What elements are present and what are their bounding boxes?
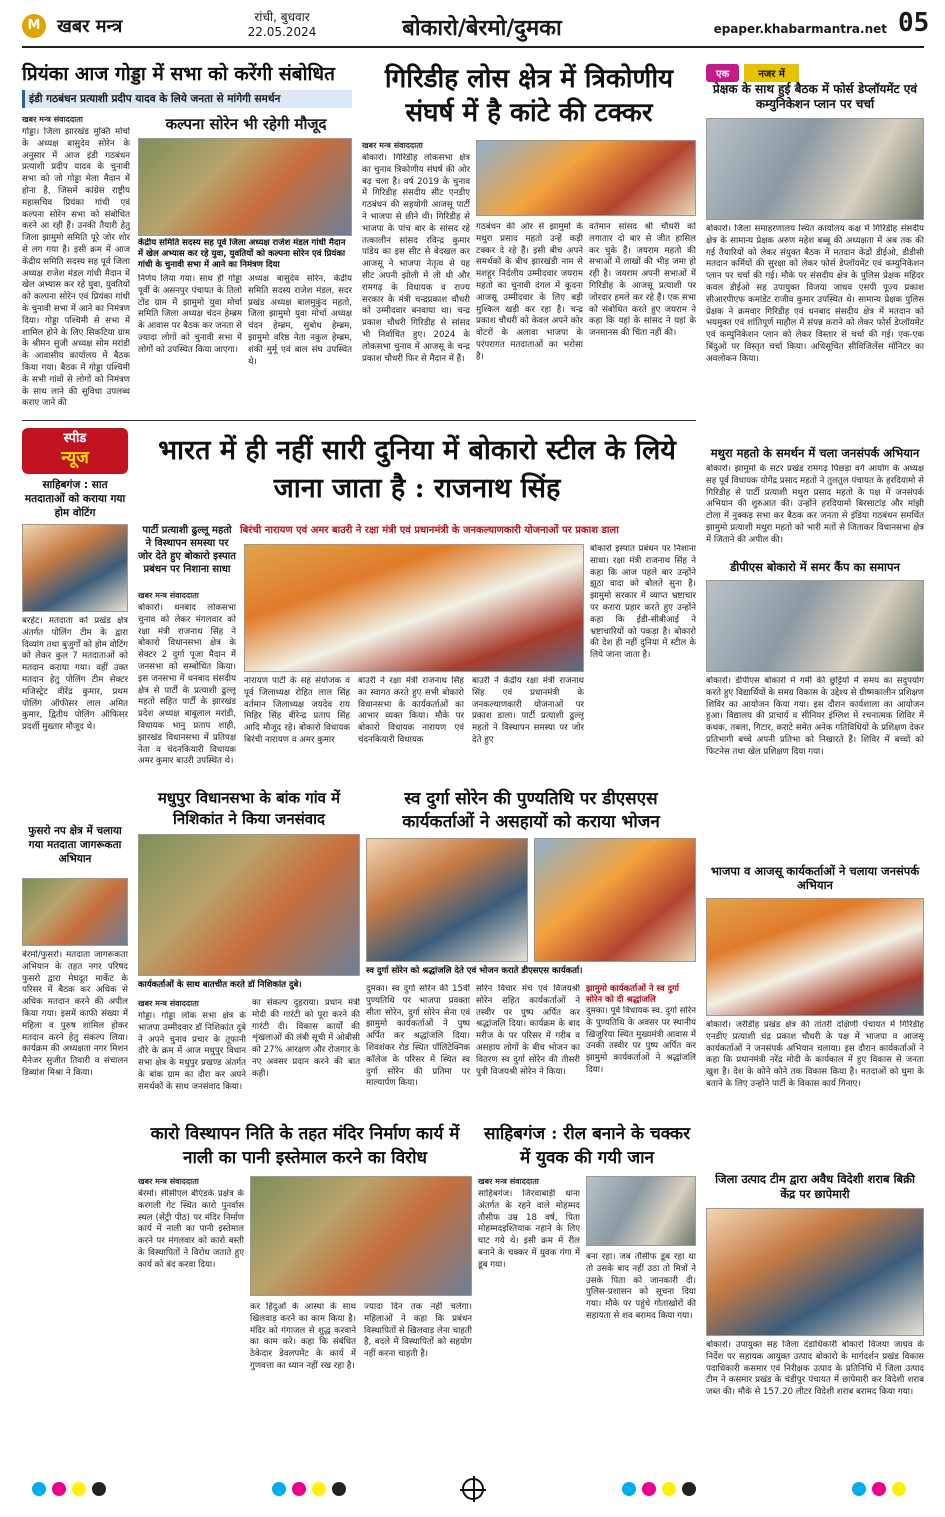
madhupur-headline: मधुपुर विधानसभा के बांक गांव में निशिकांत ने किया जनसंवाद	[157, 789, 341, 828]
sahibganj-column-1	[478, 1176, 580, 1470]
giridih-col3-text: वर्तमान सांसद श्री चौधरी को लगातार दो बार से जीत हासिल कर चुके हैं। जयराम महतो की सभाओं में लाखों की भीड़ जमा हो रही है। जयराम अपनी सभाओं में गिरिडीह के आजसू प्रत्याशी पर जोरदार हमले कर रहे हैं। एक सभा को संबोधित करते हुए जयराम ने कहा कि यहां के सांसद ने यहां के जनमानस की चिंता नहीं की।	[589, 222, 696, 339]
durga-photo-caption: स्व दुर्गा सोरेन को श्रद्धांजलि देते एवं भोजन कराते डीएसएस कार्यकर्ता।	[366, 966, 583, 976]
yellow-dot-icon	[662, 1482, 676, 1496]
rajnath-column-1	[138, 590, 236, 774]
black-dot-icon	[92, 1482, 106, 1496]
mandir-col3-text: ज्यादा दिन तक नहीं चलेगा। महिलाओं ने कहा कि प्रबंधन विस्थापितों से खिलवाड़ लेना चाहती है, बदले में विस्थापितों को सहयोग नहीं करना चाहती है।	[364, 1302, 472, 1360]
bjp-ajsu-photo	[706, 898, 924, 1016]
durga-col3-title: झामुमो कार्यकर्ताओं ने स्व दुर्गा सोरेन को दी श्रद्धांजलि	[586, 984, 680, 1005]
speed-badge-bottom: न्यूज	[61, 448, 89, 468]
ek-nazar-tag	[706, 62, 924, 80]
row-divider	[22, 420, 696, 421]
durga-col1-text: दुमका। स्व दुर्गा सोरेन की 15वीं पुण्यतिथि पर भाजपा प्रवक्ता सीता सोरेन, दुर्गा सोरेन सेना एवं झामुमो कार्यकर्ताओं ने पुष्प अर्पित कर श्रद्धांजलि दिया। शिवशंकर रोड स्थित पॉलिटेक्निक कॉलेज के परिसर में स्थित स्व दुर्गा सोरेन की प्रतिमा पर माल्यार्पण किया।	[366, 984, 470, 1089]
sahibganj-col2-text: बना रहा। जब तौसीफ डूब रहा था तो उसके बाद नहीं उठा तो मित्रों ने उसके पिता को जानकारी दी। पुलिस-प्रशासन को सूचना दिया गया। मौके पर पहुंचे गोताखोरों की सहायता से शव बरामद किया गया।	[586, 1252, 696, 1321]
priyanka-subhead2: कल्पना सोरेन भी रहेगी मौजूद	[165, 115, 327, 133]
mandir-col2-text: कर हिंदुओं के आस्था के साथ खिलवाड़ करने का काम किया है। मंदिर को गंगाजल से शुद्ध करवाने का काम करे। कहा कि संबंधित ठेकेदार डेवलपमेंट के कार्य में गुणवत्ता का ध्यान नहीं रख रहा है।	[250, 1302, 356, 1371]
mathura-headline: मथुरा महतो के समर्थन में चला जनसंपर्क अभियान	[710, 446, 920, 460]
rajnath-byline: खबर मन्त्र संवाददाता	[138, 591, 199, 600]
cyan-dot-icon	[852, 1482, 866, 1496]
liquor-photo	[706, 1208, 924, 1336]
observer-headline: प्रेक्षक के साथ हुई बैठक में फोर्स डेप्लॉयमेंट एवं कम्युनिकेशन प्लान पर चर्चा	[712, 82, 918, 111]
magenta-dot-icon	[872, 1482, 886, 1496]
giridih-byline: खबर मन्त्र संवाददाता	[362, 141, 423, 150]
magenta-dot-icon	[642, 1482, 656, 1496]
dps-photo	[706, 580, 924, 672]
website-link[interactable]: epaper.khabarmantra.net	[713, 22, 887, 36]
durga-photo-1	[366, 838, 528, 962]
madhupur-photo-caption: कार्यकर्ताओं के साथ बातचीत करते डॉ निशिकांत दुबे।	[138, 980, 302, 990]
madhupur-byline: खबर मन्त्र संवाददाता	[138, 999, 199, 1008]
dps-headline: डीपीएस बोकारो में समर कैंप का समापन	[730, 560, 900, 574]
cyan-dot-icon	[272, 1482, 286, 1496]
priyanka-headline: प्रियंका आज गोड्डा में सभा को करेंगी संबोधित	[22, 63, 335, 85]
mandir-col1-text: बेरमो। सीसीएल बीएंडके प्रक्षेत्र के करगली गेट स्थित कारो पुनर्वास स्थल (सेंट्री पीठ) पर मंदिर निर्माण कार्य में नाली का पानी इस्तेमाल करने पर मंगलवार को कारो बस्ती के विस्थापितों ने विरोध जताते हुए कार्य को बंद करवा दिया।	[138, 1189, 244, 1270]
yellow-dot-icon	[892, 1482, 906, 1496]
rajnath-photo-caption: बिरंची नारायण एवं अमर बाउरी ने रक्षा मंत्री एवं प्रधानमंत्री के जनकल्याणकारी योजनाओं पर प्रकाश डाला	[240, 525, 619, 536]
registration-crosshair-icon	[462, 1478, 484, 1500]
madhupur-col1-text: गोड्डा। गोड्डा लोक सभा क्षेत्र के भाजपा उम्मीदवार डॉ निशिकांत दुबे ने अपने चुनाव प्रचार के तूफानी दौरे के क्रम में आज मधुपुर विधान सभा क्षेत्र के मधुपुर प्रखण्ड अंतर्गत के बांक ग्राम का दौरा कर अपने समर्थकों के साथ जनसंवाद किया।	[138, 1011, 246, 1092]
rajnath-col2-text: नारायण पार्टी के सह संयोजक व पूर्व जिलाध्यक्ष रोहित लाल सिंह वर्तमान जिलाध्यक्ष जयदेव राय मिहिर सिंह बीरेन्द्र प्रताप सिंह आदि मौजूद रहे। बोकारो विधायक बिरंची नारायण व अमर कुमार	[244, 676, 350, 745]
mandir-byline: खबर मन्त्र संवाददाता	[138, 1177, 199, 1186]
giridih-col2-text: गठबंधन की ओर से झामुमो के मथुरा प्रसाद महतो उन्हें कड़ी टक्कर दे रहे हैं। इसी बीच अपने समर्थकों के बीच झारखंडी नाम से मशहूर निर्दलीय उम्मीदवार जयराम महतो का चुनावी दंगल में कूदना आजसू उम्मीदवार के लिए बड़ी मुश्किल खड़ी कर रहा है। चन्द्र प्रकाश चौधरी को केवल अपने कोर वोटरों के अलावा भाजपा के परंपरागत मतदाताओं का भरोसा है।	[476, 222, 583, 362]
magenta-dot-icon	[292, 1482, 306, 1496]
tag-nazar: नजर में	[744, 64, 799, 82]
magenta-dot-icon	[52, 1482, 66, 1496]
yellow-dot-icon	[72, 1482, 86, 1496]
observer-photo	[706, 118, 924, 220]
mandir-photo	[250, 1176, 472, 1296]
sahibganj-photo	[586, 1176, 696, 1246]
priyanka-photo	[138, 138, 352, 236]
durga-column-3	[586, 984, 696, 1114]
durga-headline: स्व दुर्गा सोरेन की पुण्यतिथि पर डीएसएस कार्यकर्ताओं ने असहायों को कराया भोजन	[402, 789, 660, 832]
bjp-ajsu-body: बोकारो। जरीडीह प्रखंड क्षेत्र की तांतरी दक्षिणी पंचायत में गिरिडीह एनडीए प्रत्याशी चंद्र प्रकाश चौधरी के पक्ष में भाजपा व आजसू कार्यकर्ताओं ने जनसंपर्क अभियान चलाया। इस दौरान कार्यकर्ताओं ने कहा कि प्रधानमंत्री नरेंद्र मोदी के कार्यकाल में हुए विकास से जनता खुश है। देश के कोने कोने तक विकास किया है। मतदाओं को घुमा के बताने के लिए उन्होंने पार्टी के विकास कार्य गिनाए।	[706, 1020, 924, 1089]
paper-brand	[22, 14, 192, 40]
yellow-dot-icon	[312, 1482, 326, 1496]
speed-item1-photo	[22, 524, 128, 612]
durga-photo-2	[534, 838, 696, 962]
cyan-dot-icon	[32, 1482, 46, 1496]
rajnath-col5-text: बोकारो इस्पात प्रबंधन पर निशाना साधा। रक्षा मंत्री राजनाथ सिंह ने कहा कि आज पहले बार उन्होंने झूठा वादा को बोलते सुना है। झामुमो सरकार में व्याप्त भ्रष्टाचार पर करारा प्रहार करते हुए उन्होंने कहा कि ईडी-सीबीआई ने भ्रष्टाचारियों को पकड़ा है। बोकारो की देश ही नहीं दुनिया में स्टील के लिये जाना जाता है।	[590, 544, 696, 661]
speed-news-badge	[22, 428, 128, 474]
observer-body: बोकारो। जिला समाहरणालय स्थित कार्यालय कक्ष में गिरिडीह संसदीय क्षेत्र के सामान्य प्रेक्षक अरुण महेश बब्बू की अध्यक्षता में अब तक की गई तैयारियों को लेकर संयुक्त बैठक में मतदान केंद्रों डीईओ, डीडीसी मतदान कर्मियों की सुरक्षा को लेकर फोर्स डेप्लॉयमेंट एवं कम्युनिकेशन प्लान पर चर्चा की गई। मौके पर संसदीय क्षेत्र के पुलिस प्रेक्षक महिंदर कवल डीईओ सह उपायुक्त विजया जाधव एसपी पूज्य प्रकाश सीआरपीएफ कमांडेंट राजीव कुमार उपस्थित थे। सामान्य प्रेक्षक पुलिस प्रेक्षक ने क्रमवार गिरिडीह एवं धनबाद संसदीय क्षेत्र में मतदान को भयमुक्त एवं शांतिपूर्ण माहौल में संपन्न कराने को लेकर फोर्स डेप्लॉयमेंट एवं कम्युनिकेशन प्लान को लेकर विस्तार से चर्चा की गई। एक-एक बिंदुओं पर विस्तृत चर्चा किया। अधिसूचित सीविजिलेंस मॉनिटर का अवलोकन किया।	[706, 224, 924, 364]
mandir-column-1	[138, 1176, 244, 1470]
priyanka-column-2: निर्णय लिया गया। साथ ही गोड्डा पूर्वी के असनपुर पंचायत के तिलो टोंड ग्राम में झामुमो युवा मोर्चा समिति जिला अध्यक्ष चंदन हेम्ब्रम के आवास पर बैठक कर जनता से ज्यादा लोगों को चुनावी सभा में लोगों को उपस्थित किया जाएगा।	[138, 274, 242, 355]
liquor-body: बोकारो। उपायुक्त सह जिला दंडाधिकारी बोकारो विजया जाधव के निर्देश पर सहायक आयुक्त उत्पाद बोकारो के मार्गदर्शन प्रखंड विकास पदाधिकारी कसमार एवं निरीक्षक उत्पाद के प्रतिनिधि में जिला उत्पाद टीम ने कसमार प्रखंड के चंडीपुर पंचायत में छापेमारी कर विदेशी शराब जब्त की। मौके से 157.20 लीटर विदेशी शराब बरामद किया गया।	[706, 1340, 924, 1398]
giridih-candidates-photo	[476, 140, 696, 216]
durga-col3-text: दुमका। पूर्व विधायक स्व. दुर्गा सोरेन के पुण्यतिथि के अवसर पर स्थानीय खिजुरिया स्थित मुख्यमंत्री आवास में उनकी तस्वीर पर पुष्प अर्पित कर झामुमो कार्यकर्ताओं ने श्रद्धांजलि दिया।	[586, 1006, 696, 1075]
dps-body: बोकारो। डीपीएस बोकारो में गर्मी की छुट्टियों में समय का सदुपयोग करते हुए विद्यार्थियों के समग्र विकास के उद्देश्य से ग्रीष्मकालीन प्रशिक्षण शिविर का आयोजन किया गया। इस दौरान कार्यशाला का आयोजन हुआ। विद्यालय की प्राचार्य व सीनियर इंग्लिश में रचनात्मक शिविर में कथक, तबला, गिटार, कराटे समेत अनेक गतिविधियों के प्रशिक्षण देकर प्रतिभागी बच्चे अपनी प्रतिभा को निखारते हैं। शिविर में बच्चों को फिटनेस तथा खेल प्रशिक्षण दिया गया।	[706, 676, 924, 757]
speed-item1-body: बरहेट। मतदाता को प्रखंड क्षेत्र अंतर्गत पोलिंग टीम के द्वारा दिव्यांग तथा बुजुर्गों को होम वोटिंग को लेकर कुल 7 मतदाताओं को मतदान कराया गया। वहीं उक्त मतदान हेतु पोलिंग टीम सेक्टर मजिस्ट्रेट वीरेंद्र कुमार, प्रथम पोलिंग ऑफीसर लाल अमित कुमार, द्वितीय पोलिंग ऑफिसर प्रदर्शी मुख्तार मौजूद थे।	[22, 616, 128, 733]
rajnath-deck: पार्टी प्रत्याशी ढुल्लू महतो ने विस्थापन समस्या पर जोर देते हुए बोकारो इस्पात प्रबंधन पर निशाना साधा	[138, 525, 236, 575]
mandir-headline: कारो विस्थापन निति के तहत मंदिर निर्माण कार्य में नाली का पानी इस्तेमाल करने का विरोध	[150, 1124, 460, 1168]
tag-ek: एक	[706, 64, 739, 82]
rajnath-rally-photo	[244, 544, 584, 672]
issue-date: 22.05.2024	[247, 25, 317, 39]
rajnath-col3-text: बाउरी ने रक्षा मंत्री राजनाथ सिंह का स्वागत करते हुए सभी बोकारो विधानसभा के कार्यकर्ताओं का आभार व्यक्त किया। मौके पर बोकारो विधायक नारायण एवं चंदनकियारी विधायक	[358, 676, 464, 745]
speed-item1-title: साहिबगंज : सात मतदाताओं को कराया गया होम वोटिंग	[24, 479, 126, 519]
mathura-body: बोकारो। झामुमो के सटर प्रखंड रामगढ़ पिछड़ा वर्ग आयोग के अध्यक्ष सह पूर्व विधायक योगेंद्र प्रसाद महतो ने तुलतुल पंचायत के हरदियामो से गिरिडीह से पार्टी प्रत्याशी मथुरा प्रसाद महतो के पक्ष में जनसंपर्क अभियान की शुरुआत की। उन्होंने हरदियामो बिरसाटांड़ और मांझी टोला में नुक्कड़ सभा कर बैठक कर जनता से इंडिया गठबंधन समर्थित झामुमो प्रत्याशी मथुरा महतो को भारी मतों से जिताकर विधानसभा क्षेत्र में जिताने की अपील की।	[706, 464, 924, 545]
sahibganj-byline: खबर मन्त्र संवाददाता	[478, 1177, 539, 1186]
speed-item2-photo	[22, 878, 128, 946]
rajnath-col1-text: बोकारो। धनबाद लोकसभा चुनाव को लेकर मंगलवार को रक्षा मंत्री राजनाथ सिंह ने बोकारो विधानसभा क्षेत्र के सेक्टर 2 दुर्गा पूजा मैदान में जनसभा को सम्बोधित किया। इस जनसभा में धनबाद संसदीय क्षेत्र से पार्टी के प्रत्याशी ढुल्लू महतो सहित पार्टी के झारखंड प्रदेश अध्यक्ष बाबूलाल मरांडी, विधायक भानु प्रताप शाही, झारखंड विधानसभा में प्रतिपक्ष नेता व चंदनकियारी विधायक अमर कुमार बाउरी उपस्थित थे।	[138, 603, 236, 767]
sahibganj-headline: साहिबगंज : रील बनाने के चक्कर में युवक की गयी जान	[483, 1124, 691, 1168]
paper-name: खबर मन्त्र	[57, 16, 123, 37]
bjp-ajsu-headline: भाजपा व आजसू कार्यकर्ताओं ने चलाया जनसंपर्क अभियान	[710, 864, 920, 892]
speed-item2-title: फुसरो नप क्षेत्र में चलाया गया मतदाता जागरूकता अभियान	[28, 825, 122, 865]
cyan-dot-icon	[622, 1482, 636, 1496]
durga-col2-text: सोरेन विचार मंच एवं विजयश्री सोरेन सहित कार्यकर्ताओं ने तस्वीर पर पुष्प अर्पित कर श्रद्धांजलि दिया। कार्यक्रम के बाद मरीज के पर परिसर में गरीब व असहाय लोगों के बीच भोजन का वितरण स्व दुर्गा सोरेन की तीसरी पुत्री विजयश्री सोरेन ने किया।	[476, 984, 580, 1077]
liquor-headline: जिला उत्पाद टीम द्वारा अवैध विदेशी शराब बिक्री केंद्र पर छापेमारी	[715, 1172, 915, 1201]
priyanka-subhead: इंडी गठबंधन प्रत्याशी प्रदीप यादव के लिये जनता से मांगेगी समर्थन	[22, 90, 352, 108]
rajnath-headline: भारत में ही नहीं सारी दुनिया में बोकारो स्टील के लिये जाना जाता है : राजनाथ सिंह	[158, 435, 676, 504]
priyanka-byline: खबर मन्त्र संवाददाता	[22, 115, 83, 124]
city-day: रांची, बुधवार	[254, 10, 310, 24]
sahibganj-col1-text: साहिबगंज। जिरवाबाड़ी थाना अंतर्गत के रहने वाले मोहम्मद तौसीफ उम्र 18 वर्ष, पिता मोहम्मदइश्तियाक नहाने के लिए घाट गये थे। इसी क्रम में रील बनाने के चक्कर में युवक गंगा में डूब गया।	[478, 1189, 580, 1270]
black-dot-icon	[682, 1482, 696, 1496]
print-registration-marks	[22, 1478, 924, 1502]
masthead-bar	[22, 8, 930, 48]
priyanka-body: गोड्डा। जिला झारखंड मुक्ति मोर्चा के अध्यक्ष बासुदेव सोरेन के अनुसार में आज इंडी गठबंधन प्रत्याशी प्रदीप यादव के चुनावी सभा को जो गोड्डा मेला मैदान में होना है, जिसमें कांग्रेस राष्ट्रीय महासचिव प्रियंका गांधी एवं कल्पना सोरेन सभा को संबोधित करने आ रही हैं। उनकी तैयारी हेतु जिला झामुमो समिति पूरे जोर शोर से लग गया है। इसी क्रम में आज केंद्रीय समिति सदस्य सह पूर्व जिला अध्यक्ष राजेश मंडल गांधी मैदान में खेल अभ्यास कर रहे युवा, युवतियों को कल्पना सोरेन एवं प्रियंका गांधी के चुनावी सभा में आने का निमंत्रण दिया। गोड्डा पश्चिमी से सभा में शामिल होने के लिए सिकटिया ग्राम के श्रीमन सुजी अध्यक्ष सोम मरांडी के आवासीय कार्यालय में बैठक किया गया। बैठक में गोड्डा पश्चिमी के सभी गांवों से लोगों को निमंत्रण के साथ लाने की सुविधा उपलब्ध कराए जाने की	[22, 127, 130, 409]
speed-badge-top: स्पीड	[63, 431, 87, 446]
giridih-col1-text: बोकारो। गिरिडीह लोकसभा क्षेत्र का चुनाव त्रिकोणीय संघर्ष की ओर बढ़ चला है। वर्ष 2019 के चुनाव में गिरिडीह संसदीय सीट एनडीए गठबंधन की सहयोगी आजसू पार्टी ने भाजपा से छीने थी। गिरिडीह से भाजपा के पांच बार के सांसद रहे तत्कालीन सांसद रविन्द्र कुमार पांडेय का इस सीट से बेदखल कर आजसू ने भाजपा नेतृत्व से यह सीट अपनी झोली में ली थी और रामगढ़ के विधायक व राज्य सरकार के मंत्री चन्द्रप्रकाश चौधरी को उम्मीदवार बनवाया था। चन्द्र प्रकाश चौधरी गिरिडीह से सांसद भी निर्वाचित हुए। 2024 के लोकसभा चुनाव में आजसू के चन्द्र प्रकाश चौधरी फिर से मैदान में हैं।	[362, 153, 470, 364]
madhupur-col2-text: का संकल्प दुहराया। प्रधान मंत्री मोदी की गारंटी को पूरा करने की गारंटी दी। विकास कार्यों की शृंखलाओं की लंबी सूची में ओबीसी को 27% आरक्षण और रोजगार के नए अवसर प्रदान करने की बात कही।	[252, 998, 360, 1079]
speed-item2-body: बेरमो/फुसरो। मतदाता जागरूकता अभियान के तहत नगर परिषद फुसरो द्वारा मेघदूत मार्केट के परिसर में बैठक कर अधिक से अधिक मतदान करने की अपील किया गया। इसमें काफी संख्या में महिला व पुरुष शामिल होकर मतदान करने हेतु संकल्प लिया। कार्यक्रम की अध्यक्षता नगर मिशन मैनेजर सुजीत तिवारी व संचालन डिब्यांश मिश्रा ने किया।	[22, 950, 128, 1078]
priyanka-column-1	[22, 114, 130, 414]
section-title: बोकारो/बेरमो/दुमका	[402, 15, 562, 41]
giridih-headline: गिरिडीह लोस क्षेत्र में त्रिकोणीय संघर्ष में है कांटे की टक्कर	[384, 64, 674, 128]
priyanka-photo-caption: केंद्रीय समिति सदस्य सह पूर्व जिला अध्यक्ष राजेश मंडल गांधी मैदान में खेल अभ्यास कर रहे युवा, युवतियों को कल्पना सोरेन एवं प्रियंका गांधी के चुनावी सभा में आने का निमंत्रण दिया	[138, 238, 346, 270]
priyanka-column-3: अध्यक्ष बासुदेव सोरेन, केंद्रीय समिति सदस्य राजेश मंडल, सदर प्रखंड अध्यक्ष बालमुकुंद महतो, जिला झामुमो युवा मोर्चा अध्यक्ष चंदन हेम्ब्रम, सुबोध हेम्ब्रम, झामुमो वरिष्ठ नेता नकुल हेम्ब्रम, शंकी मुर्मू एवं बाल संघ उपस्थित थे।	[248, 274, 352, 367]
black-dot-icon	[332, 1482, 346, 1496]
dateline	[222, 10, 342, 40]
rajnath-col4-text: बाउरी ने केंद्रीय रक्षा मंत्री राजनाथ सिंह एवं प्रधानमंत्री के जनकल्याणकारी योजनाओं पर प्रकाश डाला। पार्टी प्रत्याशी ढुल्लू महतो ने विस्थापन समस्या पर जोर देते हुए	[472, 676, 584, 745]
madhupur-column-1	[138, 998, 246, 1114]
paper-logo-icon: M	[22, 14, 46, 38]
madhupur-photo	[138, 834, 360, 976]
giridih-column-1	[362, 140, 470, 414]
page-number: 05	[898, 8, 930, 38]
